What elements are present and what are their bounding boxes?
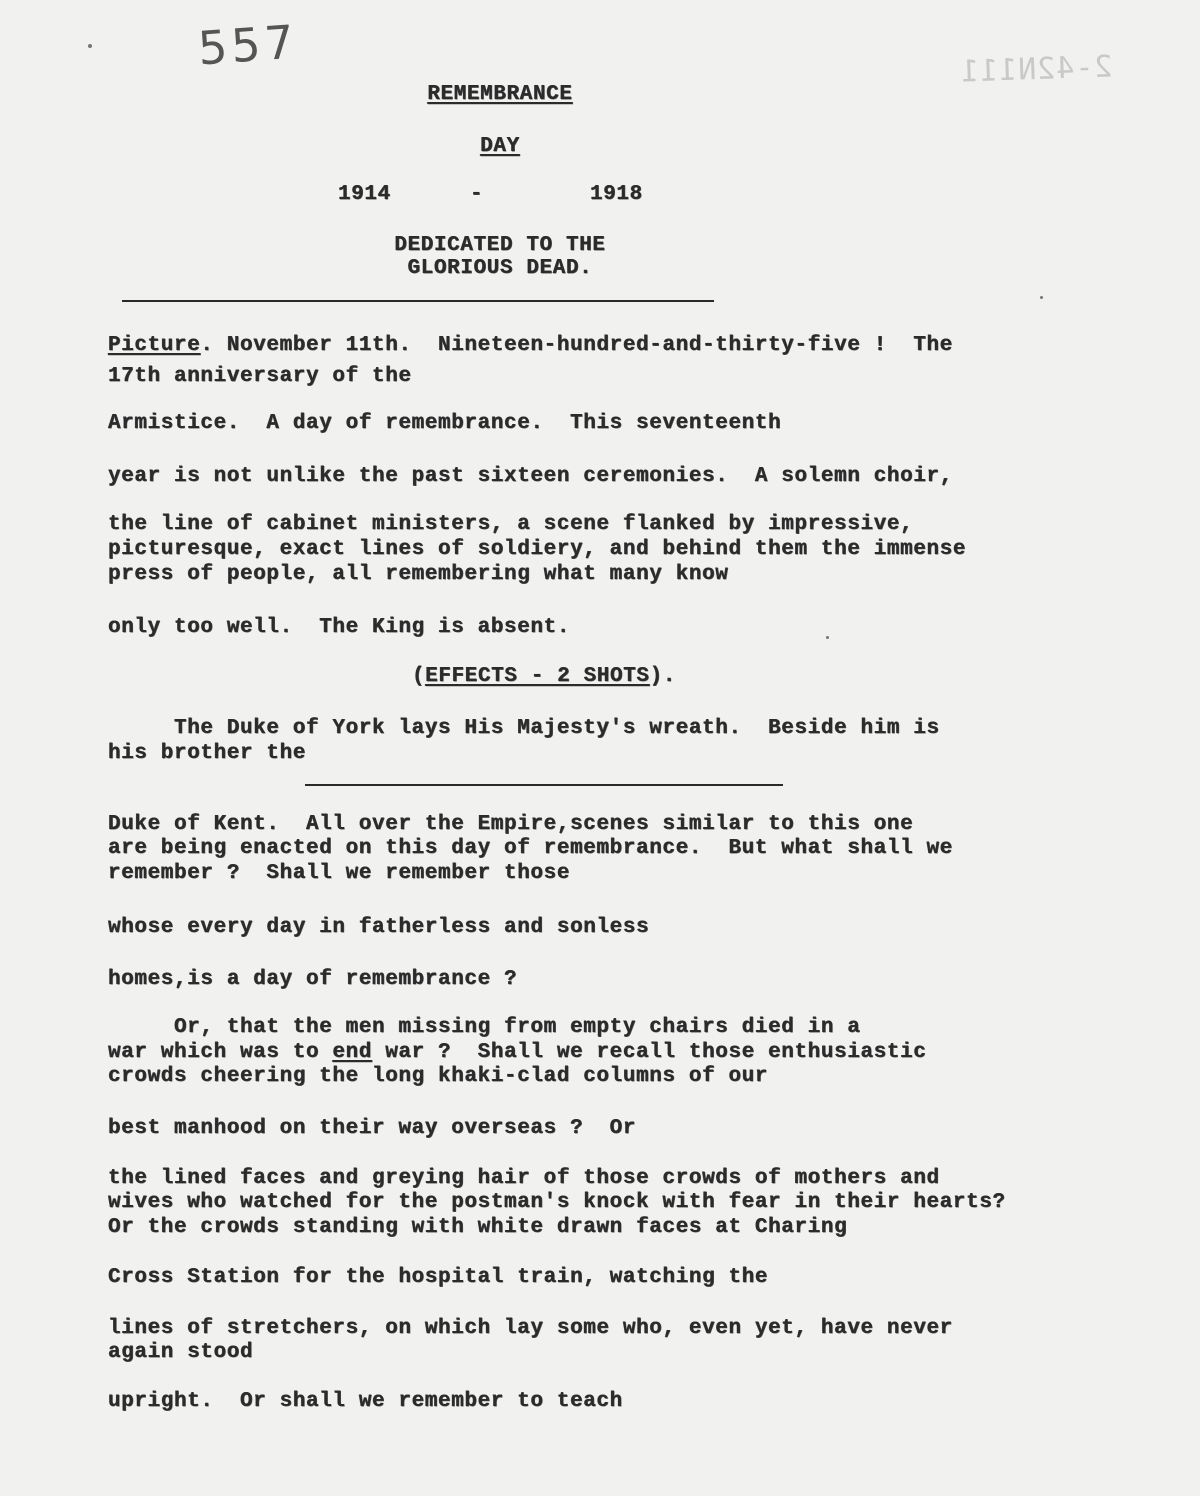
- dedication-line-1: DEDICATED TO THE: [394, 234, 606, 257]
- body-line-13: are being enacted on this day of remembrance. But what shall we: [108, 837, 953, 860]
- header-divider: [122, 300, 714, 302]
- year-start: 1914: [338, 183, 391, 206]
- body-line-10: The Duke of York lays His Majesty's wreath. Beside him is: [108, 717, 940, 740]
- body-line-12: Duke of Kent. All over the Empire,scenes similar to this one: [108, 813, 914, 836]
- body-line-16: homes,is a day of remembrance ?: [108, 968, 518, 991]
- dedication-line-2: GLORIOUS DEAD.: [407, 257, 593, 280]
- body-line-6: picturesque, exact lines of soldiery, and behind them the immense: [108, 538, 967, 561]
- body-line-1: [108, 335, 953, 357]
- year-end: 1918: [590, 183, 643, 206]
- body-line-8: only too well. The King is absent.: [108, 616, 571, 639]
- body-line-23: Or the crowds standing with white drawn faces at Charing: [108, 1216, 848, 1239]
- body-line-18-a: war which was to: [108, 1041, 333, 1064]
- body-line-27: upright. Or shall we remember to teach: [108, 1390, 623, 1413]
- body-line-22: wives who watched for the postman's knock with fear in their hearts?: [108, 1191, 1006, 1214]
- body-line-2: 17th anniversary of the: [108, 365, 412, 388]
- body-line-25: lines of stretchers, on which lay some who, even yet, have never: [108, 1317, 953, 1340]
- paper-speck: [1040, 296, 1043, 299]
- body-line-15: whose every day in fatherless and sonless: [108, 916, 650, 939]
- body-line-5: the line of cabinet ministers, a scene flanked by impressive,: [108, 513, 914, 536]
- reference-stamp: 2-42N111: [959, 49, 1114, 90]
- effects-open-paren: (: [412, 665, 426, 688]
- year-dash: -: [470, 183, 484, 206]
- effects-text: EFFECTS - 2 SHOTS: [425, 665, 650, 688]
- title-day: DAY: [480, 135, 520, 158]
- body-line-24: Cross Station for the hospital train, watching the: [108, 1266, 769, 1289]
- body-line-7: press of people, all remembering what many know: [108, 563, 729, 586]
- title-remembrance: REMEMBRANCE: [427, 83, 573, 106]
- body-line-20: best manhood on their way overseas ? Or: [108, 1117, 637, 1140]
- body-line-18-end: end: [332, 1041, 373, 1064]
- body-line-1-text: . November 11th. Nineteen-hundred-and-thirty-five ! The: [200, 334, 953, 357]
- handwritten-page-number: 557: [196, 14, 300, 76]
- body-line-18-c: war ? Shall we recall those enthusiastic: [372, 1041, 927, 1064]
- body-line-4: year is not unlike the past sixteen ceremonies. A solemn choir,: [108, 465, 953, 488]
- body-line-21: the lined faces and greying hair of those crowds of mothers and: [108, 1167, 940, 1190]
- body-line-3: Armistice. A day of remembrance. This seventeenth: [108, 412, 782, 435]
- paper-speck: [826, 636, 829, 639]
- paper-speck: [88, 44, 92, 48]
- body-line-19: crowds cheering the long khaki-clad columns of our: [108, 1065, 769, 1088]
- effects-close-paren: ).: [649, 665, 677, 688]
- body-line-14: remember ? Shall we remember those: [108, 862, 571, 885]
- effects-note: [412, 666, 676, 688]
- body-line-17: Or, that the men missing from empty chairs died in a: [108, 1016, 861, 1039]
- body-line-11: his brother the: [108, 742, 307, 765]
- body-line-26: again stood: [108, 1341, 254, 1364]
- section-divider: [305, 784, 783, 786]
- body-line-18: [108, 1042, 927, 1064]
- picture-label: Picture: [108, 334, 201, 357]
